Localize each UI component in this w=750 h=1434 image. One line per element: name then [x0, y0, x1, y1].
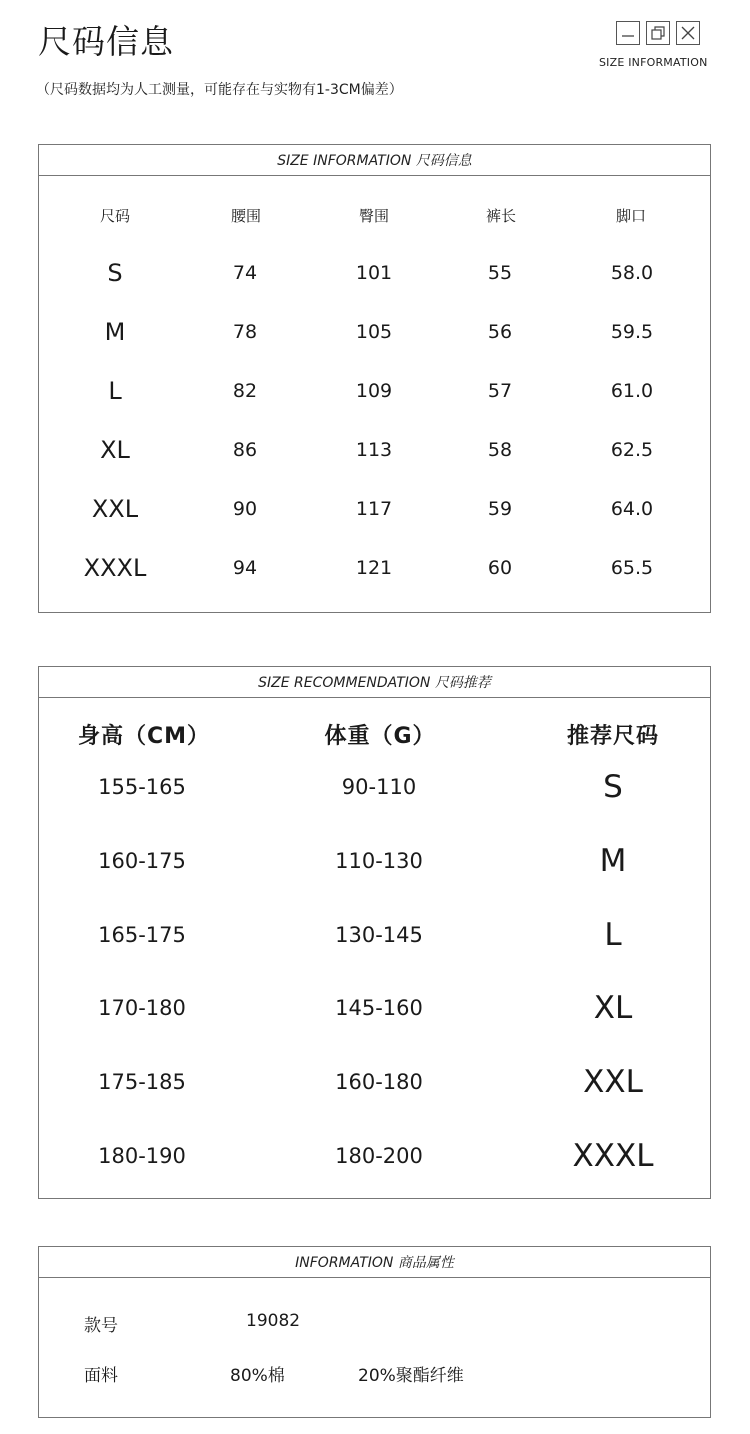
- waist-cell: 82: [232, 380, 258, 402]
- weight-cell: 160-180: [335, 1070, 423, 1094]
- hip-cell: 121: [355, 557, 393, 579]
- waist-cell: 86: [232, 439, 258, 461]
- length-cell: 58: [487, 439, 513, 461]
- waist-cell: 78: [232, 321, 258, 343]
- recommended-size-cell: XL: [593, 990, 633, 1026]
- size-recommendation-heading: SIZE RECOMMENDATION 尺码推荐: [39, 667, 710, 698]
- size-cell: XXL: [91, 495, 139, 523]
- recommended-size-cell: XXL: [583, 1064, 643, 1100]
- length-cell: 57: [487, 380, 513, 402]
- fabric-cotton: 80%棉: [230, 1366, 285, 1386]
- waist-cell: 74: [232, 262, 258, 284]
- hem-cell: 61.0: [610, 380, 654, 402]
- column-header: 体重（G）: [324, 724, 436, 749]
- size-cell: L: [108, 377, 122, 405]
- hip-cell: 113: [355, 439, 393, 461]
- hem-cell: 65.5: [610, 557, 654, 579]
- height-cell: 165-175: [98, 923, 186, 947]
- column-header: 身高（CM）: [77, 724, 211, 749]
- style-value: 19082: [246, 1311, 301, 1331]
- length-cell: 60: [487, 557, 513, 579]
- window-controls: [616, 21, 700, 45]
- height-cell: 160-175: [98, 849, 186, 873]
- size-recommendation-table: [38, 666, 711, 1199]
- style-label: 款号: [84, 1316, 118, 1336]
- size-cell: XL: [100, 436, 130, 464]
- weight-cell: 90-110: [341, 775, 417, 799]
- height-cell: 155-165: [98, 775, 186, 799]
- window-caption: SIZE INFORMATION: [599, 56, 708, 69]
- column-header: 臀围: [358, 207, 390, 225]
- recommended-size-cell: L: [604, 917, 622, 953]
- height-cell: 175-185: [98, 1070, 186, 1094]
- weight-cell: 110-130: [335, 849, 423, 873]
- size-info-heading: SIZE INFORMATION 尺码信息: [39, 145, 710, 176]
- product-info-heading: INFORMATION 商品属性: [39, 1247, 710, 1278]
- column-header: 尺码: [99, 207, 131, 225]
- restore-icon: [646, 21, 670, 45]
- hip-cell: 117: [355, 498, 393, 520]
- weight-cell: 130-145: [335, 923, 423, 947]
- recommended-size-cell: M: [599, 843, 627, 879]
- minimize-icon: [616, 21, 640, 45]
- hem-cell: 62.5: [610, 439, 654, 461]
- waist-cell: 94: [232, 557, 258, 579]
- weight-cell: 145-160: [335, 996, 423, 1020]
- hip-cell: 109: [355, 380, 393, 402]
- product-info-table: [38, 1246, 711, 1418]
- column-header: 裤长: [485, 207, 517, 225]
- hip-cell: 105: [355, 321, 393, 343]
- length-cell: 56: [487, 321, 513, 343]
- close-icon: [676, 21, 700, 45]
- measurement-note: （尺码数据均为人工测量，可能存在与实物有1-3CM偏差）: [36, 82, 403, 98]
- size-cell: S: [107, 259, 123, 287]
- hem-cell: 59.5: [610, 321, 654, 343]
- length-cell: 55: [487, 262, 513, 284]
- recommended-size-cell: XXXL: [572, 1138, 654, 1174]
- recommended-size-cell: S: [603, 769, 623, 805]
- size-cell: M: [104, 318, 126, 346]
- hem-cell: 58.0: [610, 262, 654, 284]
- column-header: 推荐尺码: [566, 724, 660, 749]
- size-cell: XXXL: [83, 554, 147, 582]
- height-cell: 170-180: [98, 996, 186, 1020]
- hem-cell: 64.0: [610, 498, 654, 520]
- length-cell: 59: [487, 498, 513, 520]
- height-cell: 180-190: [98, 1144, 186, 1168]
- size-info-table: [38, 144, 711, 613]
- page-title: 尺码信息: [38, 22, 174, 61]
- column-header: 腰围: [230, 207, 262, 225]
- waist-cell: 90: [232, 498, 258, 520]
- weight-cell: 180-200: [335, 1144, 423, 1168]
- column-header: 脚口: [615, 207, 647, 225]
- fabric-label: 面料: [84, 1366, 118, 1386]
- fabric-polyester: 20%聚酯纤维: [358, 1366, 464, 1386]
- hip-cell: 101: [355, 262, 393, 284]
